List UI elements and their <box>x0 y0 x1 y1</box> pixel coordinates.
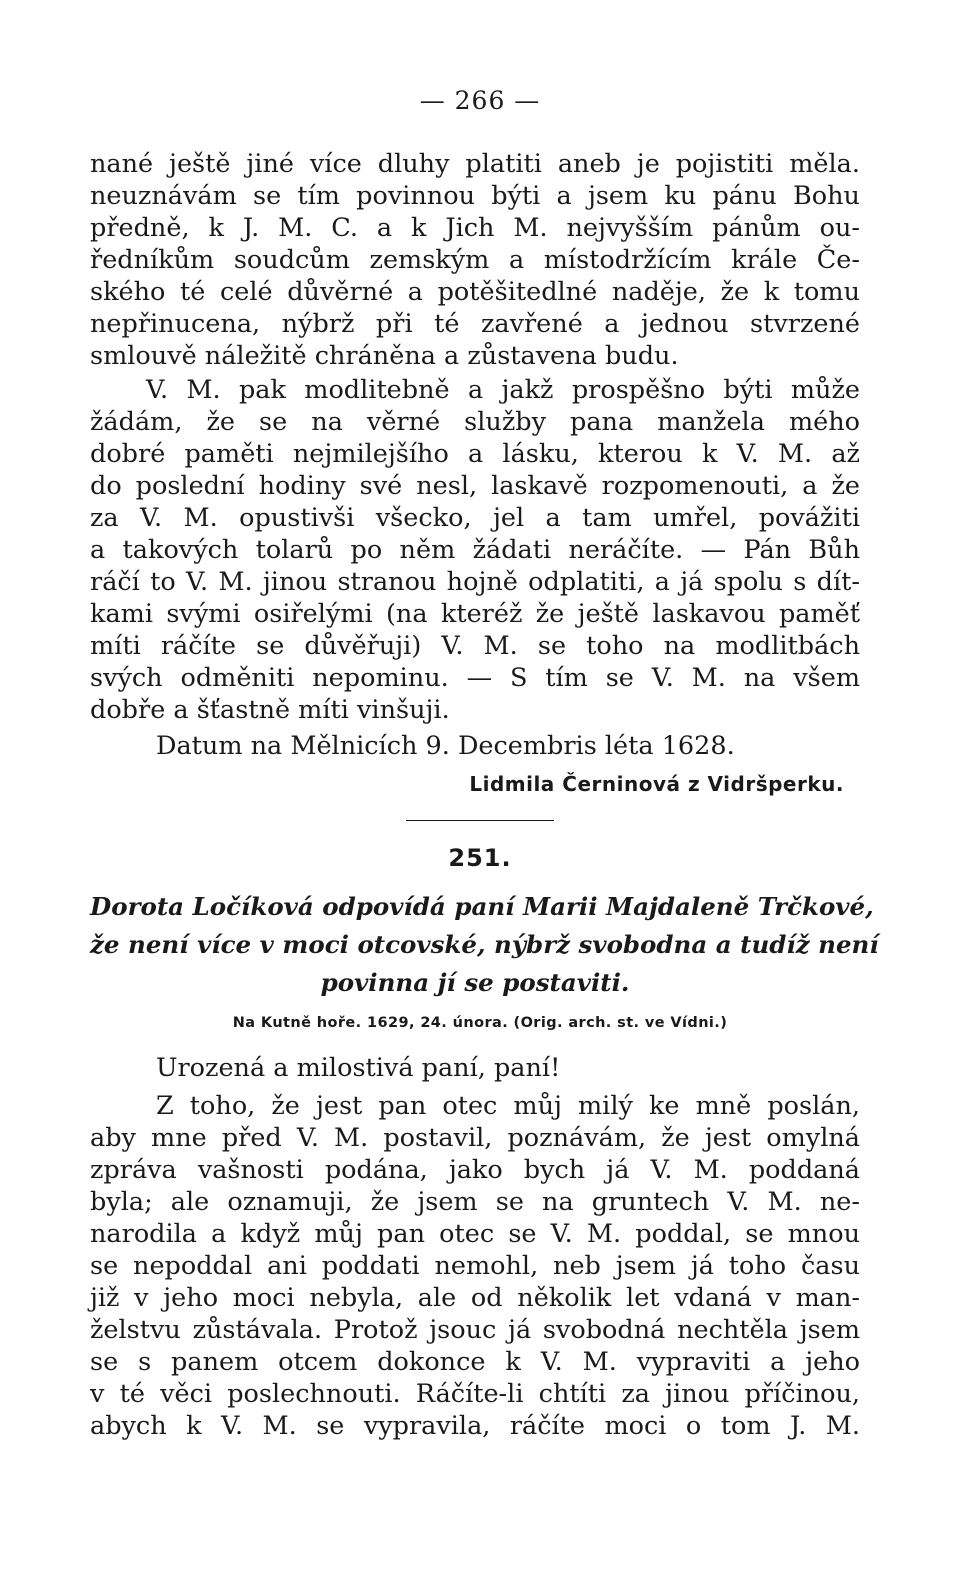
text-line: a takových tolarů po něm žádati neráčíte. — Pán Bůh <box>90 535 860 565</box>
text-line: nané ještě jiné více dluhy platiti aneb je pojistiti měla. <box>90 149 860 179</box>
text-line: Z toho, že jest pan otec můj milý ke mně poslán, <box>156 1091 860 1121</box>
text-line: za V. M. opustivši všecko, jel a tam umřel, povážiti <box>90 503 860 533</box>
source-note: Na Kutně hoře. 1629, 24. února. (Orig. arch. st. ve Vídni.) <box>232 1015 728 1031</box>
text-line: V. M. pak modlitebně a jakž prospěšno býti může <box>146 375 860 405</box>
text-line: dobře a šťastně míti vinšuji. <box>90 695 450 725</box>
text-line: se nepoddal ani poddati nemohl, neb jsem já toho času <box>90 1251 860 1281</box>
text-line: předně, k J. M. C. a k Jich M. nejvyšším pánům ou- <box>90 213 860 243</box>
text-line: želstvu zůstávala. Protož jsouc já svobodná nechtěla jsem <box>90 1315 860 1345</box>
text-line: ského té celé důvěrné a potěšitedlné naděje, že k tomu <box>90 277 860 307</box>
text-line: svých odměniti nepominu. — S tím se V. M. na všem <box>90 663 860 693</box>
text-line: ředníkům soudcům zemským a místodržícím krále Če- <box>90 245 860 275</box>
text-line: byla; ale oznamuji, že jsem se na gruntech V. M. ne- <box>90 1187 860 1217</box>
text-line: v té věci poslechnouti. Ráčíte-li chtíti za jinou příčinou, <box>90 1379 860 1409</box>
text-line: kami svými osiřelými (na kteréž že ještě laskavou paměť <box>90 599 860 629</box>
salutation: Urozená a milostivá paní, paní! <box>156 1053 561 1083</box>
text-line: neuznávám se tím povinnou býti a jsem ku pánu Bohu <box>90 181 860 211</box>
text-line: abych k V. M. se vypravila, ráčíte moci o tom J. M. <box>90 1411 860 1441</box>
text-line: dobré paměti nejmilejšího a lásku, kterou k V. M. až <box>90 439 860 469</box>
text-line: nepřinucena, nýbrž při té zavřené a jednou stvrzené <box>90 309 860 339</box>
date-line: Datum na Mělnicích 9. Decembris léta 1628. <box>156 731 735 761</box>
page-number: — 266 — <box>419 86 541 115</box>
text-line: žádám, že se na věrné služby pana manžela mého <box>90 407 860 437</box>
text-line: míti ráčíte se důvěřuji) V. M. se toho na modlitbách <box>90 631 860 661</box>
text-line: ráčí to V. M. jinou stranou hojně odplatiti, a já spolu s dít- <box>90 567 860 597</box>
signature: Lidmila Černinová z Vidršperku. <box>469 772 844 796</box>
letter-number: 251. <box>448 844 512 872</box>
text-line: narodila a když můj pan otec se V. M. poddal, se mnou <box>90 1219 860 1249</box>
section-divider <box>406 820 554 821</box>
text-line: se s panem otcem dokonce k V. M. vypraviti a jeho <box>90 1347 860 1377</box>
text-line: již v jeho moci nebyla, ale od několik let vdaná v man- <box>90 1283 860 1313</box>
heading-line: Dorota Ločíková odpovídá paní Marii Majdaleně Trčkové, <box>90 892 874 921</box>
text-line: zpráva vašnosti podána, jako bych já V. M. poddaná <box>90 1155 860 1185</box>
heading-line: že není více v moci otcovské, nýbrž svobodna a tudíž není <box>90 930 879 959</box>
text-line: smlouvě náležitě chráněna a zůstavena budu. <box>90 341 679 371</box>
heading-line: povinna jí se postaviti. <box>320 968 630 997</box>
text-line: aby mne před V. M. postavil, poznávám, že jest omylná <box>90 1123 860 1153</box>
text-line: do poslední hodiny své nesl, laskavě rozpomenouti, a že <box>90 471 860 501</box>
